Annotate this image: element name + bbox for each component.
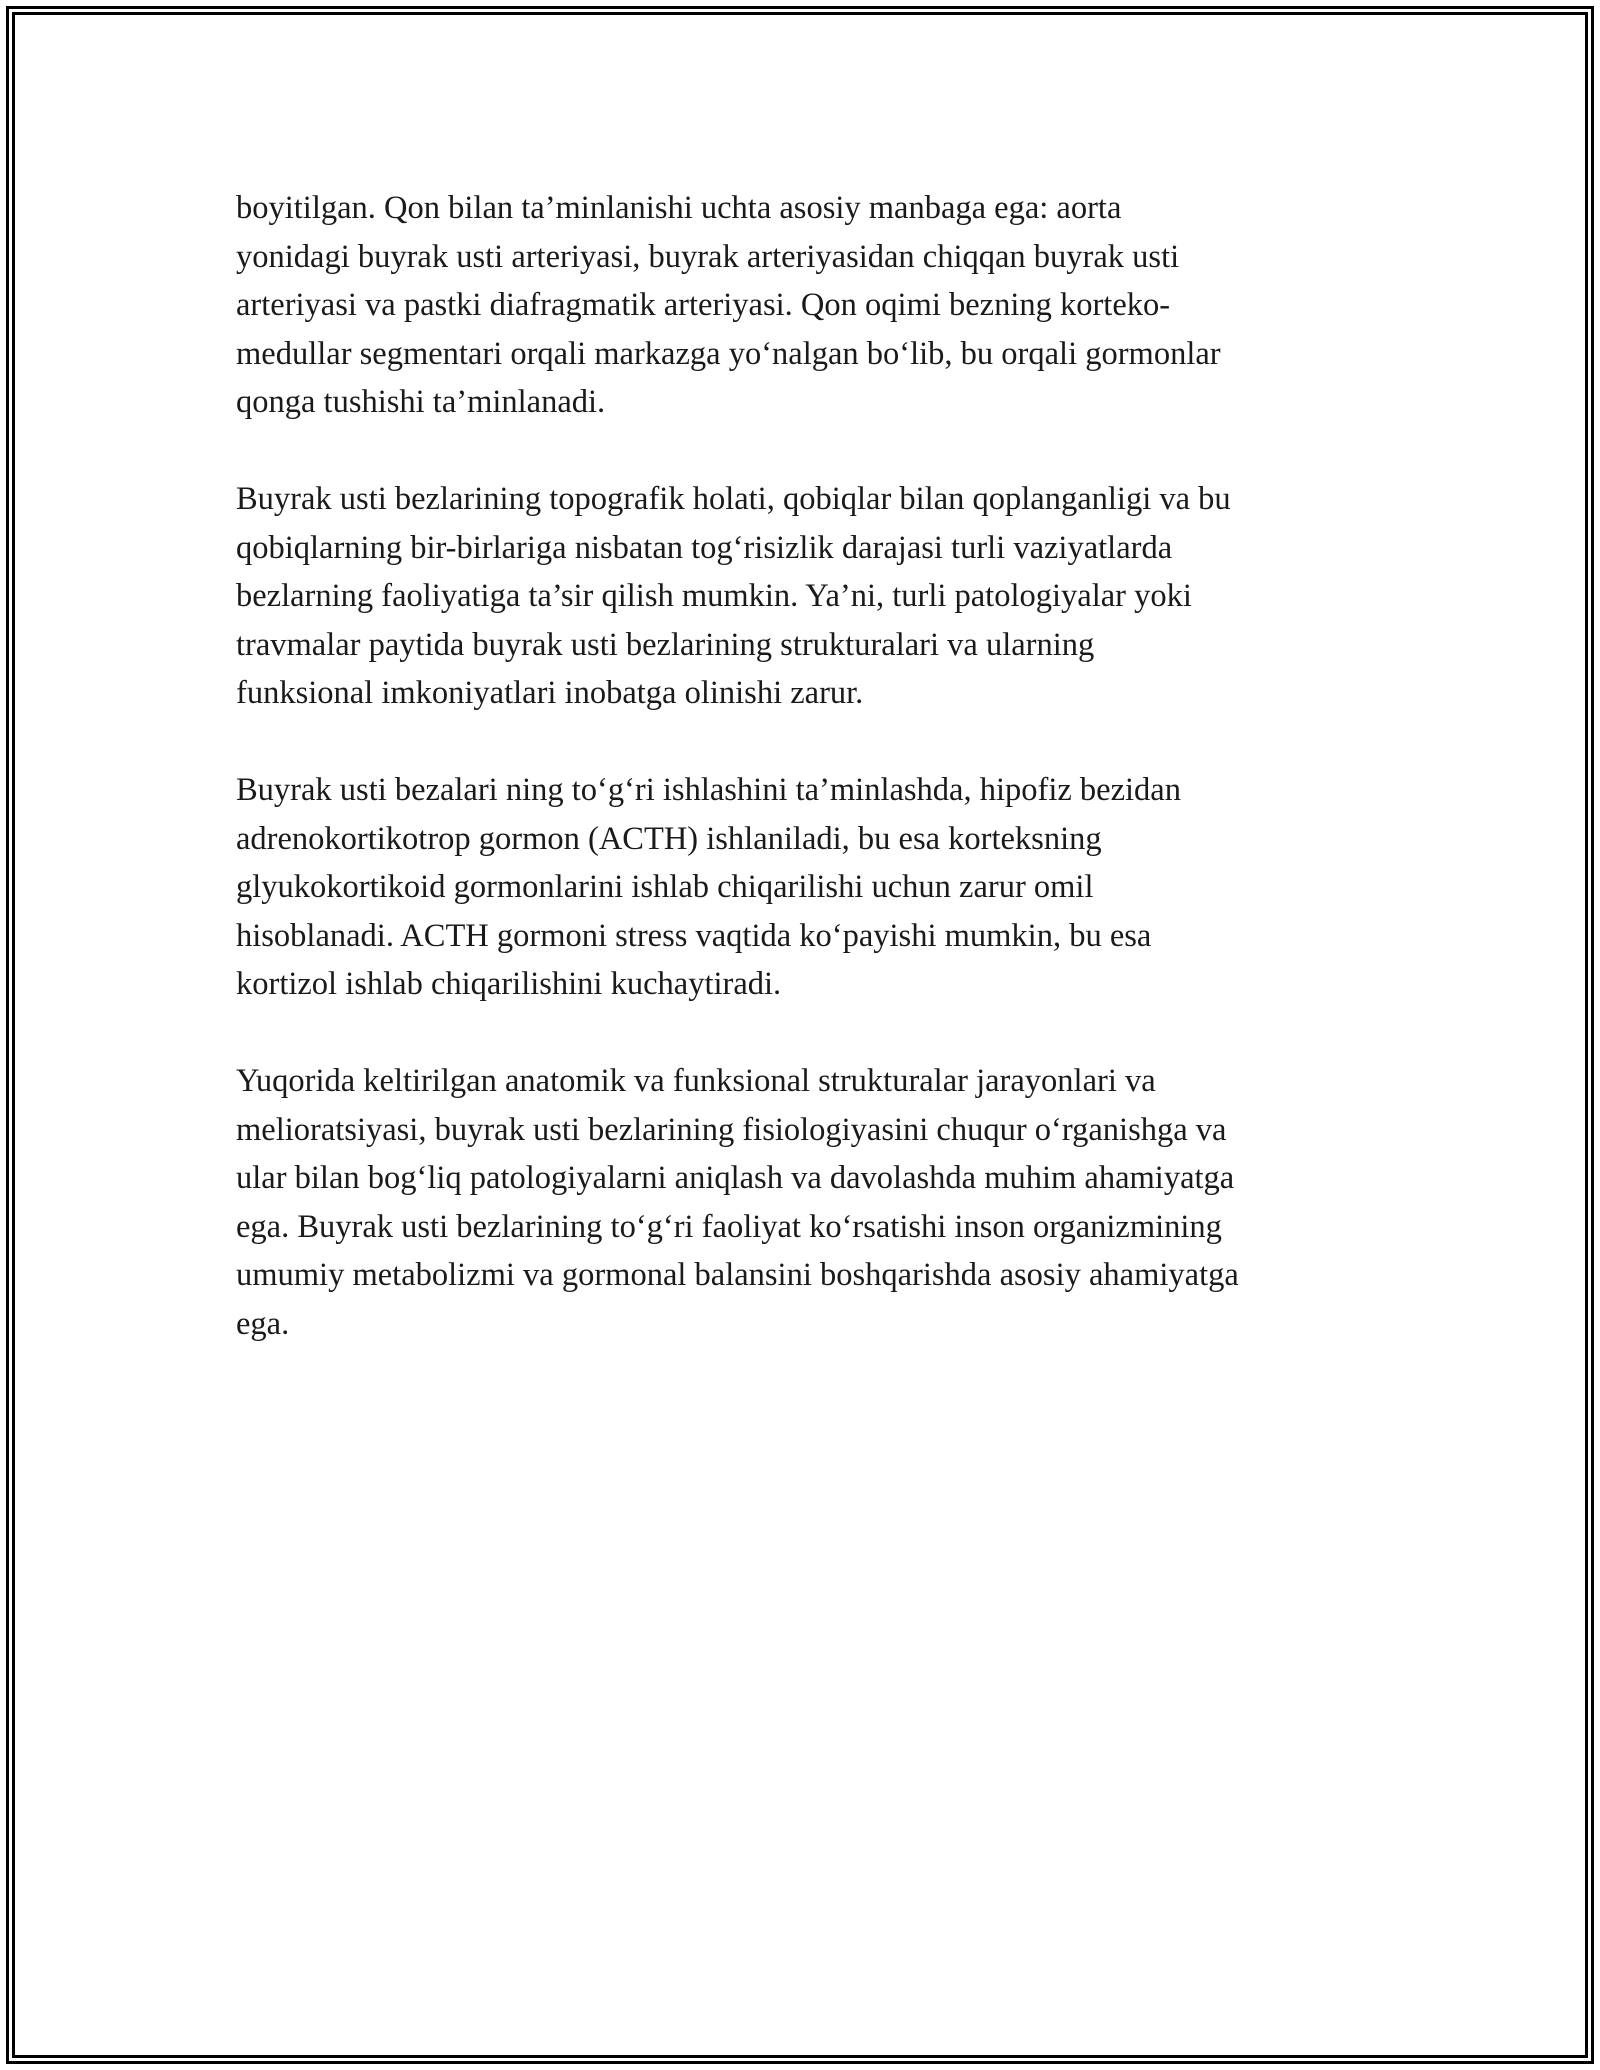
paragraph-blood-supply: boyitilgan. Qon bilan ta’minlanishi uchta asosiy manbaga ega: aorta yonidagi buyrak usti arteriyasi, buyrak arteriyasidan chiqqan buyrak usti arteriyasi va pastki diafragmatik arteriyasi. Qon oqimi bezning korteko- medullar segmentari orqali markazga yo‘nalgan bo‘lib, bu orqali gormonlar qonga tushishi ta’minlanadi. (236, 190, 1221, 420)
paragraph-topography: Buyrak usti bezlarining topografik holati, qobiqlar bilan qoplanganligi va bu qobiqlarning bir-birlariga nisbatan tog‘risizlik darajasi turli vaziyatlarda bezlarning faoliyatiga ta’sir qilish mumkin. Ya’ni, turli patologiyalar yoki travmalar paytida buyrak usti bezlarining strukturalari va ularning funksional imkoniyatlari inobatga olinishi zarur. (236, 481, 1231, 711)
paragraph-acth: Buyrak usti bezalari ning to‘g‘ri ishlashini ta’minlashda, hipofiz bezidan adrenokortikotrop gormon (ACTH) ishlaniladi, bu esa korteksning glyukokortikoid gormonlarini ishlab chiqarilishi uchun zarur omil hisoblanadi. ACTH gormoni stress vaqtida ko‘payishi mumkin, bu esa kortizol ishlab chiqarilishini kuchaytiradi. (236, 772, 1181, 1002)
paragraph-conclusion: Yuqorida keltirilgan anatomik va funksional strukturalar jarayonlari va melioratsiyasi, buyrak usti bezlarining fisiologiyasini chuqur o‘rganishga va ular bilan bog‘liq patologiyalarni aniqlash va davolashda muhim ahamiyatga ega. Buyrak usti bezlarining to‘g‘ri faoliyat ko‘rsatishi inson organizmining umumiy metabolizmi va gormonal balansini boshqarishda asosiy ahamiyatga ega. (236, 1063, 1239, 1342)
document-body (236, 184, 1376, 1397)
